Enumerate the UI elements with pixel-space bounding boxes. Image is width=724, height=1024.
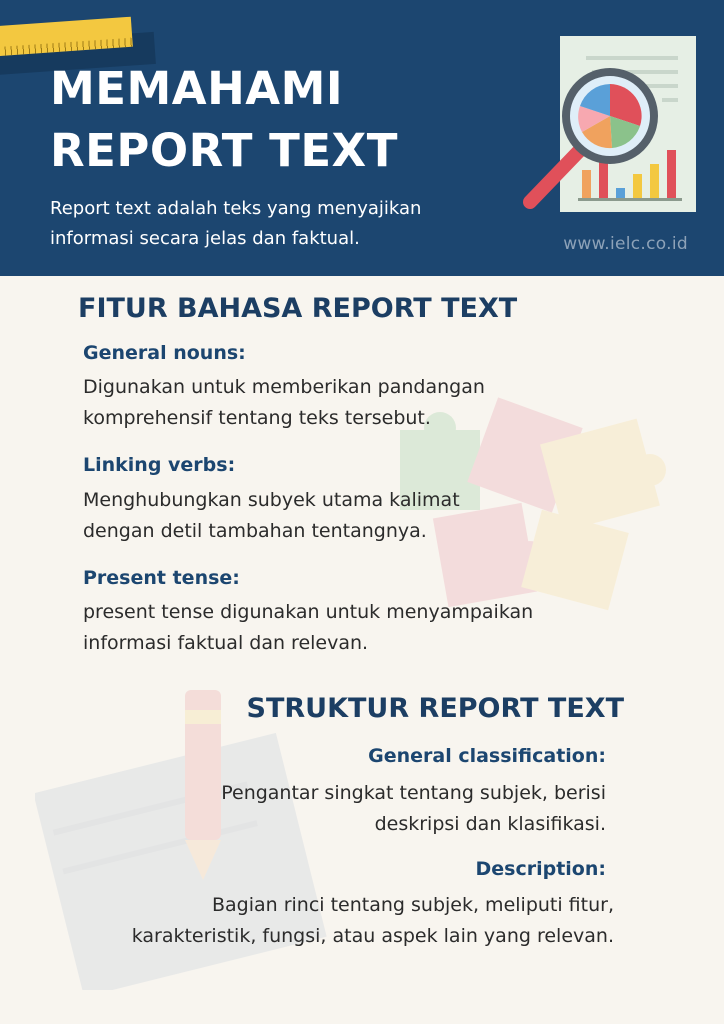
struktur-desc-general-classification [221,778,606,840]
fitur-desc-linking-verbs [83,485,460,547]
fitur-term-present-tense: Present tense: [83,567,240,589]
fitur-desc-general-nouns [83,372,485,434]
website-url: www.ielc.co.id [563,234,688,254]
desc-line: Menghubungkan subyek utama kalimat [83,489,460,511]
struktur-heading: STRUKTUR REPORT TEXT [246,693,624,724]
desc-line: karakteristik, fungsi, atau aspek lain yang relevan. [131,925,614,947]
fitur-desc-present-tense [83,597,533,659]
desc-line: Digunakan untuk memberikan pandangan [83,376,485,398]
title-line-1: MEMAHAMI [50,62,344,115]
struktur-desc-description [132,890,614,952]
desc-line: dengan detil tambahan tentangnya. [83,520,427,542]
page-title [50,58,398,182]
desc-line: Bagian rinci tentang subjek, meliputi fitur, [211,894,614,916]
desc-line: Pengantar singkat tentang subjek, berisi [221,782,606,804]
desc-line: deskripsi dan klasifikasi. [374,813,606,835]
fitur-term-linking-verbs: Linking verbs: [83,454,236,476]
header-banner [0,0,724,276]
struktur-term-description: Description: [475,858,606,880]
desc-line: present tense digunakan untuk menyampaikan [83,601,534,623]
fitur-term-general-nouns: General nouns: [83,342,246,364]
desc-line: komprehensif tentang teks tersebut. [83,407,431,429]
desc-line: informasi faktual dan relevan. [83,632,369,654]
page-subtitle: Report text adalah teks yang menyajikan informasi secara jelas dan faktual. [50,198,422,249]
fitur-heading: FITUR BAHASA REPORT TEXT [78,293,518,324]
title-line-2: REPORT TEXT [50,124,398,177]
struktur-term-general-classification: General classification: [368,745,606,767]
magnifier-chart-icon [512,30,702,220]
